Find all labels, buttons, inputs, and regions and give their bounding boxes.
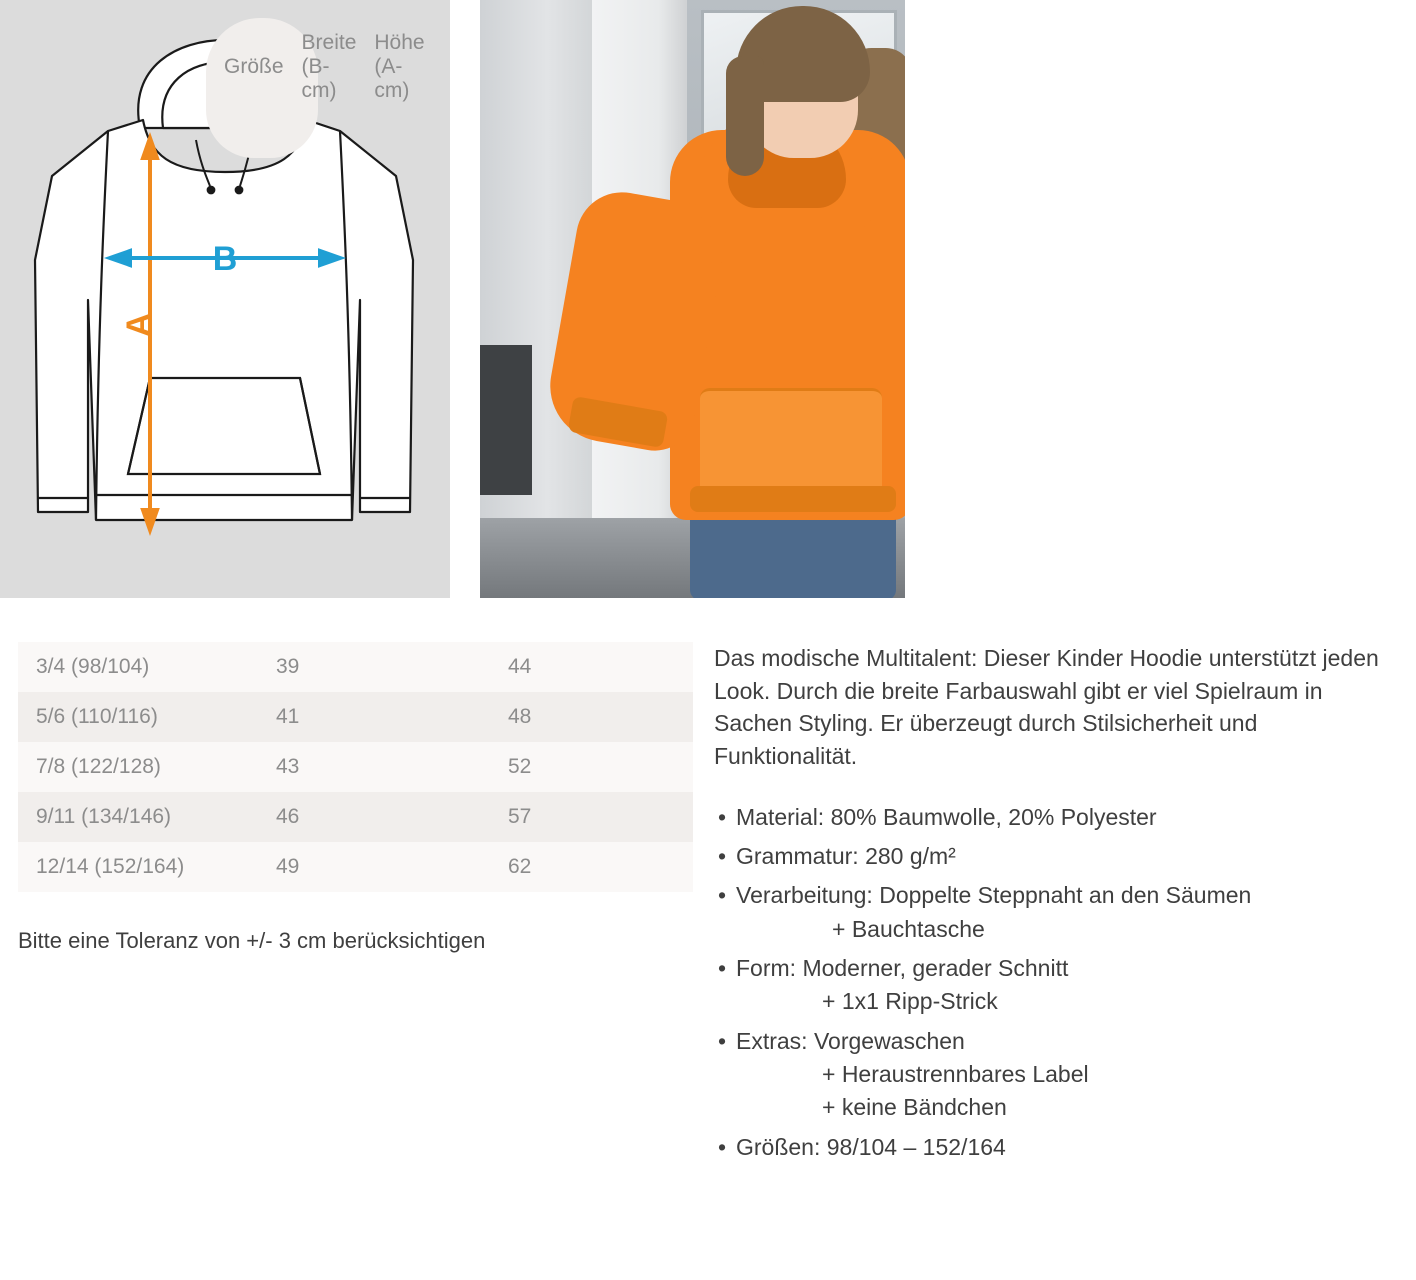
cell-width: 41: [276, 705, 300, 728]
dimension-label-b: B: [212, 240, 238, 278]
feature-subtext: + keine Bändchen: [822, 1094, 1007, 1121]
table-row: [18, 692, 693, 742]
cell-size: 5/6 (110/116): [36, 705, 158, 728]
list-item: [714, 952, 1406, 1019]
dimension-label-a: A: [120, 312, 158, 338]
feature-text: Extras: Vorgewaschen: [736, 1027, 965, 1054]
description-column: [700, 642, 1416, 1170]
cell-size: 7/8 (122/128): [36, 755, 161, 778]
table-row: [18, 792, 693, 842]
table-header-row: [206, 18, 318, 158]
jeans: [690, 508, 896, 598]
size-chart-column: [0, 31, 700, 954]
list-item: [714, 840, 1406, 873]
list-item: [714, 801, 1406, 834]
feature-text: Grammatur: 280 g/m²: [736, 842, 956, 869]
column-header-width: Breite (B-cm): [301, 31, 357, 102]
cell-size: 12/14 (152/164): [36, 855, 185, 878]
column-header-height: Höhe (A-cm): [374, 31, 425, 102]
wall-recess: [480, 345, 532, 495]
product-description: Das modische Multitalent: Dieser Kinder Hoodie unterstützt jeden Look. Durch die breite Farbauswahl gibt er viel Spielraum in Sachen Styling. Er überzeugt durch Stilsicherheit und Funktionalität.: [714, 645, 1379, 769]
feature-text: Verarbeitung: Doppelte Steppnaht an den Säumen: [736, 882, 1252, 909]
size-table: [18, 31, 693, 892]
cell-size: 3/4 (98/104): [36, 655, 150, 678]
cell-height: 48: [508, 705, 532, 728]
list-item: [714, 1025, 1406, 1125]
cell-width: 43: [276, 755, 300, 778]
hair-strand-left: [726, 56, 764, 176]
cell-width: 39: [276, 655, 300, 678]
list-item: [714, 879, 1406, 946]
cell-height: 57: [508, 805, 532, 828]
cell-width: 46: [276, 805, 300, 828]
feature-text: Form: Moderner, gerader Schnitt: [736, 955, 1069, 981]
hem-cuff: [690, 486, 896, 512]
column-header-size: Größe: [224, 55, 284, 78]
table-row: [18, 842, 693, 892]
feature-text: Größen: 98/104 – 152/164: [736, 1133, 1006, 1160]
feature-subtext: + Bauchtasche: [832, 915, 985, 942]
model-figure: [540, 0, 905, 598]
cell-height: 52: [508, 755, 532, 778]
cell-width: 49: [276, 855, 300, 878]
tolerance-note: Bitte eine Toleranz von +/- 3 cm berücksichtigen: [18, 928, 486, 953]
list-item: [714, 1131, 1406, 1164]
product-photo: [480, 0, 905, 598]
cell-height: 44: [508, 655, 532, 678]
feature-subtext: + 1x1 Ripp-Strick: [822, 988, 998, 1015]
feature-subtext: + Heraustrennbares Label: [822, 1061, 1089, 1088]
feature-text: Material: 80% Baumwolle, 20% Polyester: [736, 803, 1157, 830]
cell-height: 62: [508, 855, 532, 878]
table-row: [18, 742, 693, 792]
feature-list: [714, 801, 1406, 1164]
content-row: [0, 31, 1416, 1170]
cell-size: 9/11 (134/146): [36, 805, 172, 828]
table-row: [18, 642, 693, 692]
